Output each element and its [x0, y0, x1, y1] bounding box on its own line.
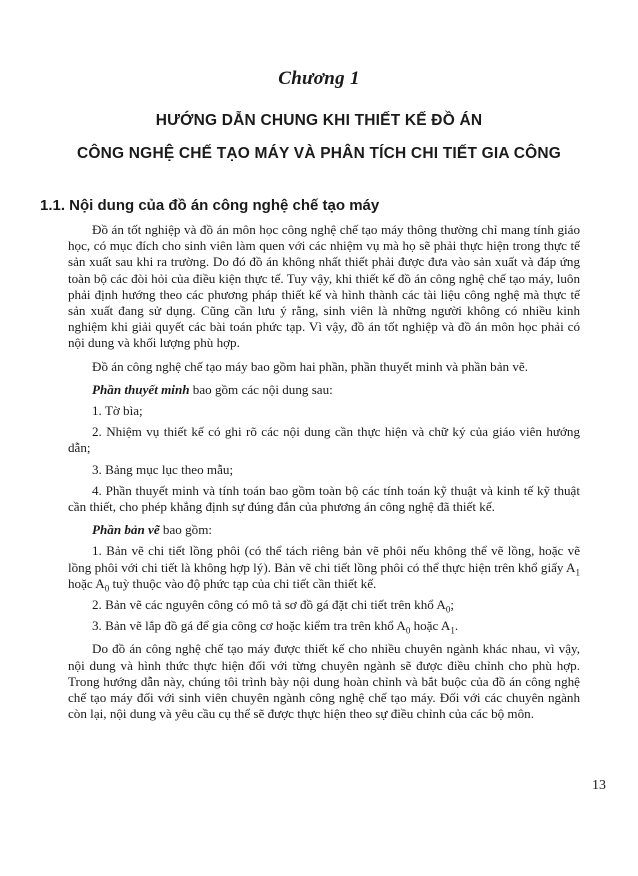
list-item-calculation: 4. Phần thuyết minh và tính toán bao gồm toàn bộ các tính toán kỹ thuật và kinh tế kỹ thuật cần thiết, cho phép khẳng định sự đúng đắn của phương án công nghệ đã thiết kế. — [68, 482, 580, 515]
drawing-item-fixture — [68, 618, 580, 634]
drawing-item-part-text-1: 1. Bản vẽ chi tiết lồng phôi (có thể tách riêng bản vẽ phôi nếu không thể vẽ lồng, hoặc vẽ lồng phôi với chi tiết là không hợp lý). Bản vẽ chi tiết lồng phôi có thể thực hiện trên khổ giấy A — [68, 543, 580, 575]
list-item-cover: 1. Tờ bìa; — [92, 403, 143, 419]
paragraph-explanation-intro — [68, 382, 580, 398]
drawing-item-fixture-text-3: . — [454, 618, 459, 634]
drawing-item-part-text-2: hoặc A — [68, 575, 105, 591]
paper-size-sub: 1 — [575, 567, 580, 578]
drawings-lead-rest: bao gồm: — [159, 522, 213, 538]
chapter-title-line-1: HƯỚNG DẪN CHUNG KHI THIẾT KẾ ĐỒ ÁN — [155, 112, 483, 129]
chapter-title-line-2: CÔNG NGHỆ CHẾ TẠO MÁY VÀ PHÂN TÍCH CHI TIẾT GIA CÔNG — [76, 145, 562, 162]
paragraph-composition: Đồ án công nghệ chế tạo máy bao gồm hai phần, phần thuyết minh và phần bản vẽ. — [92, 358, 528, 374]
chapter-label: Chương 1 — [278, 68, 360, 89]
drawing-item-fixture-text-1: 3. Bản vẽ lắp đồ gá để gia công cơ hoặc kiểm tra trên khổ A — [92, 618, 406, 634]
drawing-item-part — [68, 543, 580, 592]
drawings-lead: Phần bản vẽ — [92, 522, 160, 538]
paragraph-conclusion: Do đồ án công nghệ chế tạo máy được thiết kế cho nhiều chuyên ngành khác nhau, vì vậy, nội dung và hình thức thực hiện đối với từng chuyên ngành sẽ được điều chỉnh cho phù hợp. Trong hướng dẫn này, chúng tôi trình bày nội dung hoàn chỉnh và bắt buộc của đồ án công nghệ chế tạo máy đối với sinh viên chuyên ngành công nghệ chế tạo máy. Đối với các chuyên ngành còn lại, nội dung và yêu cầu cụ thể sẽ được thực hiện theo sự điều chỉnh của các bộ môn. — [68, 641, 580, 722]
explanation-lead-rest: bao gồm các nội dung sau: — [189, 381, 333, 397]
paragraph-intro: Đồ án tốt nghiệp và đồ án môn học công nghệ chế tạo máy thông thường chỉ mang tính giáo học, có mục đích cho sinh viên làm quen với các nhiệm vụ mà họ sẽ phải thực hiện trong thực tế sản xuất sau khi ra trường. Do đó đồ án không nhất thiết phải được đưa vào sản xuất và đáp ứng toàn bộ các đòi hỏi của điều kiện thực tế. Tuy vậy, khi thiết kế đồ án công nghệ chế tạo máy, luôn phải định hướng theo các phương pháp thiết kế và hình thành các tài liệu công nghệ mà thực tế sản xuất đang sử dụng. Cũng cần lưu ý rằng, sinh viên là những người không có nhiều kinh nghiệm khi giải quyết các bài toán phức tạp. Vì vậy, đồ án tốt nghiệp và đồ án môn học phải có nội dung và khối lượng phù hợp. — [68, 222, 580, 351]
paper-size-sub: 0 — [104, 583, 110, 594]
page-number: 13 — [592, 778, 606, 793]
paragraph-drawings-intro — [68, 522, 580, 538]
body-text — [68, 222, 580, 729]
list-item-toc: 3. Bảng mục lục theo mẫu; — [92, 461, 234, 477]
drawing-item-operations-text-2: ; — [450, 597, 454, 613]
list-item-task: 2. Nhiệm vụ thiết kế có ghi rõ các nội dung cần thực hiện và chữ ký của giáo viên hướng dẫn; — [68, 424, 580, 456]
drawing-item-operations-text-1: 2. Bản vẽ các nguyên công có mô tả sơ đồ gá đặt chi tiết trên khổ A — [92, 597, 446, 613]
paper-size-sub: 0 — [445, 604, 451, 615]
paper-size-sub: 1 — [450, 625, 455, 636]
drawing-item-operations — [68, 597, 580, 613]
explanation-lead: Phần thuyết minh — [92, 381, 190, 397]
drawing-item-part-text-3: tuỳ thuộc vào độ phức tạp của chi tiết cần thiết kế. — [109, 575, 377, 591]
paper-size-sub: 0 — [405, 625, 411, 636]
section-heading: 1.1. Nội dung của đồ án công nghệ chế tạo máy — [40, 197, 380, 214]
drawing-item-fixture-text-2: hoặc A — [410, 618, 451, 634]
